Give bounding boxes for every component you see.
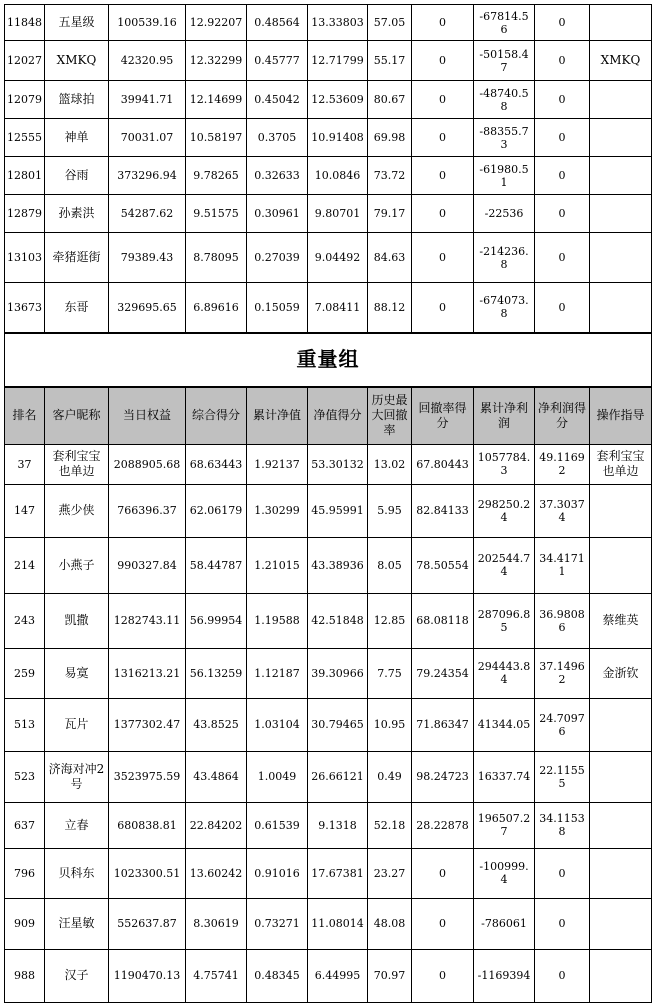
cell-dd: 73.72 (368, 157, 412, 195)
cell-rank: 12027 (5, 41, 45, 81)
table-row (5, 157, 652, 195)
cell-nav: 0.45042 (247, 81, 308, 119)
cell-nav: 0.27039 (247, 233, 308, 283)
cell-guide: 套利宝宝也单边 (590, 444, 652, 484)
cell-dd-score: 78.50554 (412, 537, 474, 593)
cell-profit-score: 24.70976 (535, 698, 590, 751)
cell-rank: 13103 (5, 233, 45, 283)
cell-profit-score: 0 (535, 157, 590, 195)
cell-rank: 243 (5, 593, 45, 648)
cell-nav: 0.3705 (247, 119, 308, 157)
table-row (5, 648, 652, 698)
cell-rank: 259 (5, 648, 45, 698)
cell-equity: 39941.71 (109, 81, 186, 119)
cell-rank: 909 (5, 898, 45, 949)
table-row (5, 233, 652, 283)
cell-name: 神单 (45, 119, 109, 157)
cell-profit: 16337.74 (474, 751, 535, 802)
cell-dd: 5.95 (368, 484, 412, 537)
cell-guide (590, 119, 652, 157)
cell-guide (590, 283, 652, 333)
header-cell: 累计净利润 (474, 387, 535, 445)
cell-equity: 1282743.11 (109, 593, 186, 648)
cell-equity: 100539.16 (109, 5, 186, 41)
cell-dd-score: 0 (412, 898, 474, 949)
cell-rank: 37 (5, 444, 45, 484)
cell-profit: -674073.8 (474, 283, 535, 333)
cell-name: 燕少侠 (45, 484, 109, 537)
cell-rank: 13673 (5, 283, 45, 333)
cell-guide: 蔡维英 (590, 593, 652, 648)
cell-guide (590, 157, 652, 195)
cell-nav-score: 11.08014 (308, 898, 368, 949)
cell-nav: 0.61539 (247, 802, 308, 848)
cell-equity: 1190470.13 (109, 949, 186, 1002)
cell-dd-score: 0 (412, 81, 474, 119)
table-row (5, 537, 652, 593)
header-cell: 操作指导 (590, 387, 652, 445)
cell-dd-score: 0 (412, 283, 474, 333)
cell-name: 篮球拍 (45, 81, 109, 119)
cell-profit: 202544.74 (474, 537, 535, 593)
cell-rank: 796 (5, 848, 45, 898)
table-row (5, 751, 652, 802)
cell-score: 9.51575 (186, 195, 247, 233)
cell-profit-score: 0 (535, 283, 590, 333)
cell-rank: 12879 (5, 195, 45, 233)
cell-name: 东哥 (45, 283, 109, 333)
cell-profit-score: 0 (535, 233, 590, 283)
cell-dd-score: 67.80443 (412, 444, 474, 484)
cell-nav: 1.30299 (247, 484, 308, 537)
cell-nav: 0.91016 (247, 848, 308, 898)
cell-dd: 69.98 (368, 119, 412, 157)
cell-equity: 54287.62 (109, 195, 186, 233)
cell-equity: 329695.65 (109, 283, 186, 333)
cell-score: 13.60242 (186, 848, 247, 898)
cell-equity: 552637.87 (109, 898, 186, 949)
cell-score: 43.8525 (186, 698, 247, 751)
cell-equity: 2088905.68 (109, 444, 186, 484)
cell-profit: -22536 (474, 195, 535, 233)
cell-guide (590, 698, 652, 751)
cell-profit: -50158.47 (474, 41, 535, 81)
cell-profit: -88355.73 (474, 119, 535, 157)
cell-score: 9.78265 (186, 157, 247, 195)
cell-score: 8.30619 (186, 898, 247, 949)
heavy-group-rows (5, 444, 652, 1002)
cell-name: 贝科东 (45, 848, 109, 898)
header-cell: 排名 (5, 387, 45, 445)
cell-nav-score: 30.79465 (308, 698, 368, 751)
cell-name: 易寞 (45, 648, 109, 698)
cell-profit: -67814.56 (474, 5, 535, 41)
cell-dd-score: 0 (412, 157, 474, 195)
cell-profit: 294443.84 (474, 648, 535, 698)
cell-name: 瓦片 (45, 698, 109, 751)
cell-nav: 0.32633 (247, 157, 308, 195)
cell-guide (590, 484, 652, 537)
cell-dd: 70.97 (368, 949, 412, 1002)
cell-dd-score: 0 (412, 5, 474, 41)
cell-dd-score: 79.24354 (412, 648, 474, 698)
cell-equity: 1377302.47 (109, 698, 186, 751)
table-row (5, 283, 652, 333)
cell-nav-score: 9.1318 (308, 802, 368, 848)
cell-score: 58.44787 (186, 537, 247, 593)
cell-rank: 637 (5, 802, 45, 848)
table-row (5, 119, 652, 157)
header-cell: 净值得分 (308, 387, 368, 445)
cell-profit-score: 34.41711 (535, 537, 590, 593)
table-row (5, 444, 652, 484)
cell-dd: 0.49 (368, 751, 412, 802)
cell-profit: -786061 (474, 898, 535, 949)
cell-dd: 52.18 (368, 802, 412, 848)
cell-rank: 523 (5, 751, 45, 802)
cell-nav: 0.48345 (247, 949, 308, 1002)
cell-equity: 1023300.51 (109, 848, 186, 898)
top-rows (5, 5, 652, 333)
cell-profit: 298250.24 (474, 484, 535, 537)
cell-equity: 42320.95 (109, 41, 186, 81)
section-title-body (5, 333, 652, 445)
cell-nav: 1.03104 (247, 698, 308, 751)
cell-profit: 287096.85 (474, 593, 535, 648)
header-cell: 累计净值 (247, 387, 308, 445)
cell-score: 56.99954 (186, 593, 247, 648)
header-cell: 回撤率得分 (412, 387, 474, 445)
cell-nav: 1.92137 (247, 444, 308, 484)
header-cell: 历史最大回撤率 (368, 387, 412, 445)
cell-profit-score: 0 (535, 41, 590, 81)
cell-equity: 766396.37 (109, 484, 186, 537)
table-row (5, 195, 652, 233)
cell-dd: 12.85 (368, 593, 412, 648)
cell-nav: 1.21015 (247, 537, 308, 593)
cell-nav: 0.73271 (247, 898, 308, 949)
cell-nav: 1.12187 (247, 648, 308, 698)
cell-guide (590, 81, 652, 119)
cell-equity: 1316213.21 (109, 648, 186, 698)
cell-score: 22.84202 (186, 802, 247, 848)
cell-nav: 0.30961 (247, 195, 308, 233)
cell-nav-score: 10.0846 (308, 157, 368, 195)
cell-dd-score: 0 (412, 949, 474, 1002)
cell-profit-score: 37.30374 (535, 484, 590, 537)
cell-equity: 680838.81 (109, 802, 186, 848)
cell-name: 套利宝宝也单边 (45, 444, 109, 484)
header-cell: 当日权益 (109, 387, 186, 445)
cell-rank: 147 (5, 484, 45, 537)
cell-nav: 0.48564 (247, 5, 308, 41)
cell-dd: 80.67 (368, 81, 412, 119)
table-row (5, 802, 652, 848)
cell-nav-score: 7.08411 (308, 283, 368, 333)
cell-profit-score: 37.14962 (535, 648, 590, 698)
cell-score: 4.75741 (186, 949, 247, 1002)
table-row (5, 593, 652, 648)
cell-profit-score: 0 (535, 81, 590, 119)
cell-nav-score: 12.53609 (308, 81, 368, 119)
cell-guide (590, 898, 652, 949)
cell-dd: 13.02 (368, 444, 412, 484)
cell-rank: 214 (5, 537, 45, 593)
cell-dd: 10.95 (368, 698, 412, 751)
cell-guide (590, 195, 652, 233)
header-cell: 客户昵称 (45, 387, 109, 445)
cell-dd: 23.27 (368, 848, 412, 898)
cell-profit: 1057784.3 (474, 444, 535, 484)
cell-guide (590, 751, 652, 802)
cell-nav-score: 42.51848 (308, 593, 368, 648)
cell-dd: 8.05 (368, 537, 412, 593)
ranking-sheet (4, 4, 651, 1003)
cell-profit-score: 36.98086 (535, 593, 590, 648)
cell-dd-score: 0 (412, 848, 474, 898)
cell-nav: 0.45777 (247, 41, 308, 81)
table-row (5, 848, 652, 898)
cell-dd-score: 0 (412, 41, 474, 81)
cell-profit-score: 34.11538 (535, 802, 590, 848)
cell-guide (590, 949, 652, 1002)
cell-guide (590, 802, 652, 848)
cell-guide (590, 537, 652, 593)
cell-equity: 3523975.59 (109, 751, 186, 802)
table-row (5, 41, 652, 81)
header-cell: 综合得分 (186, 387, 247, 445)
cell-nav-score: 12.71799 (308, 41, 368, 81)
cell-guide: 金浙钦 (590, 648, 652, 698)
cell-nav-score: 53.30132 (308, 444, 368, 484)
cell-rank: 12801 (5, 157, 45, 195)
cell-name: 孙素洪 (45, 195, 109, 233)
cell-profit-score: 0 (535, 848, 590, 898)
cell-dd: 55.17 (368, 41, 412, 81)
cell-name: 牵猪逛街 (45, 233, 109, 283)
cell-dd-score: 0 (412, 233, 474, 283)
cell-name: 谷雨 (45, 157, 109, 195)
cell-nav-score: 13.33803 (308, 5, 368, 41)
cell-score: 62.06179 (186, 484, 247, 537)
header-row (5, 387, 652, 445)
table-row (5, 898, 652, 949)
cell-nav-score: 39.30966 (308, 648, 368, 698)
cell-profit: -1169394 (474, 949, 535, 1002)
cell-score: 8.78095 (186, 233, 247, 283)
cell-profit-score: 49.11692 (535, 444, 590, 484)
cell-equity: 70031.07 (109, 119, 186, 157)
cell-score: 43.4864 (186, 751, 247, 802)
header-cell: 净利润得分 (535, 387, 590, 445)
cell-nav: 1.19588 (247, 593, 308, 648)
cell-profit-score: 0 (535, 949, 590, 1002)
cell-dd-score: 82.84133 (412, 484, 474, 537)
cell-dd: 57.05 (368, 5, 412, 41)
cell-equity: 990327.84 (109, 537, 186, 593)
cell-nav-score: 6.44995 (308, 949, 368, 1002)
cell-profit: 41344.05 (474, 698, 535, 751)
cell-profit-score: 0 (535, 195, 590, 233)
cell-rank: 12555 (5, 119, 45, 157)
cell-score: 68.63443 (186, 444, 247, 484)
cell-dd-score: 98.24723 (412, 751, 474, 802)
section-title: 重量组 (5, 333, 652, 387)
cell-score: 6.89616 (186, 283, 247, 333)
cell-name: 汪星敏 (45, 898, 109, 949)
cell-profit-score: 0 (535, 898, 590, 949)
cell-nav-score: 9.80701 (308, 195, 368, 233)
cell-name: 五星级 (45, 5, 109, 41)
cell-nav-score: 10.91408 (308, 119, 368, 157)
cell-score: 12.92207 (186, 5, 247, 41)
cell-dd: 84.63 (368, 233, 412, 283)
cell-equity: 79389.43 (109, 233, 186, 283)
ranking-table (4, 4, 652, 1003)
cell-guide: XMKQ (590, 41, 652, 81)
cell-dd: 79.17 (368, 195, 412, 233)
cell-score: 56.13259 (186, 648, 247, 698)
cell-nav: 1.0049 (247, 751, 308, 802)
table-row (5, 698, 652, 751)
cell-guide (590, 5, 652, 41)
cell-rank: 513 (5, 698, 45, 751)
cell-name: 汉子 (45, 949, 109, 1002)
cell-nav-score: 17.67381 (308, 848, 368, 898)
cell-nav-score: 9.04492 (308, 233, 368, 283)
cell-dd: 7.75 (368, 648, 412, 698)
cell-nav: 0.15059 (247, 283, 308, 333)
cell-score: 12.32299 (186, 41, 247, 81)
cell-score: 10.58197 (186, 119, 247, 157)
cell-name: XMKQ (45, 41, 109, 81)
cell-rank: 12079 (5, 81, 45, 119)
cell-dd-score: 71.86347 (412, 698, 474, 751)
cell-profit: -214236.8 (474, 233, 535, 283)
cell-nav-score: 26.66121 (308, 751, 368, 802)
cell-name: 济海对冲2号 (45, 751, 109, 802)
cell-profit: -48740.58 (474, 81, 535, 119)
cell-name: 立春 (45, 802, 109, 848)
cell-profit-score: 22.11555 (535, 751, 590, 802)
cell-rank: 11848 (5, 5, 45, 41)
table-row (5, 949, 652, 1002)
cell-nav-score: 45.95991 (308, 484, 368, 537)
cell-guide (590, 848, 652, 898)
cell-dd-score: 28.22878 (412, 802, 474, 848)
cell-dd-score: 68.08118 (412, 593, 474, 648)
cell-equity: 373296.94 (109, 157, 186, 195)
cell-profit-score: 0 (535, 119, 590, 157)
cell-dd-score: 0 (412, 119, 474, 157)
table-row (5, 5, 652, 41)
cell-profit: -61980.51 (474, 157, 535, 195)
cell-profit: -100999.4 (474, 848, 535, 898)
cell-score: 12.14699 (186, 81, 247, 119)
cell-nav-score: 43.38936 (308, 537, 368, 593)
table-row (5, 81, 652, 119)
cell-name: 凯撒 (45, 593, 109, 648)
cell-profit-score: 0 (535, 5, 590, 41)
cell-name: 小燕子 (45, 537, 109, 593)
cell-dd: 88.12 (368, 283, 412, 333)
cell-guide (590, 233, 652, 283)
cell-rank: 988 (5, 949, 45, 1002)
cell-dd-score: 0 (412, 195, 474, 233)
cell-dd: 48.08 (368, 898, 412, 949)
cell-profit: 196507.27 (474, 802, 535, 848)
table-row (5, 484, 652, 537)
